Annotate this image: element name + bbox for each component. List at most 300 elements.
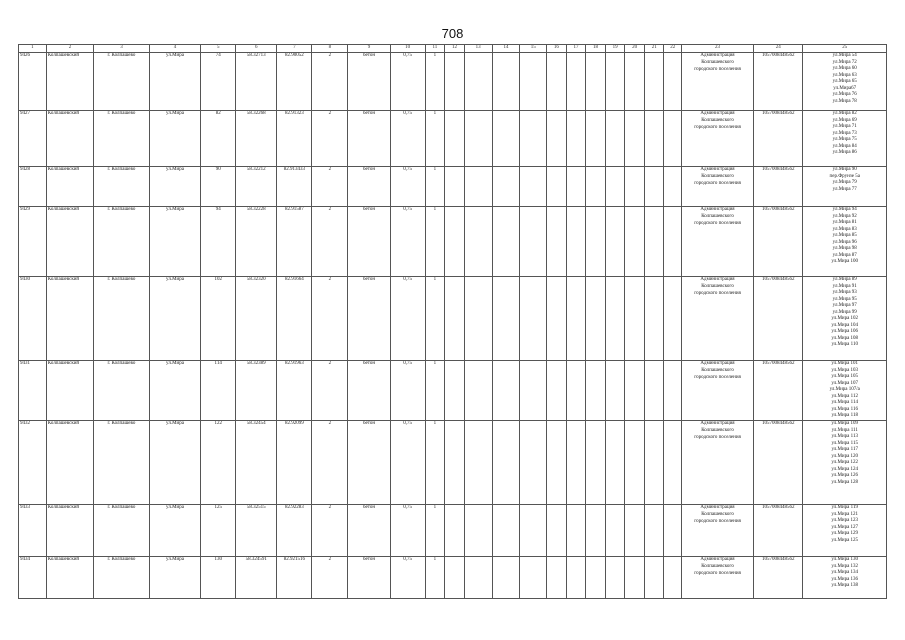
empty-cell xyxy=(644,167,664,207)
column-number: 3 xyxy=(94,45,150,53)
source-address: ул.Мира 93 xyxy=(832,290,857,295)
source-address: ул.Мира 97 xyxy=(832,303,857,308)
empty-cell xyxy=(586,277,606,361)
longitude: 82.91963 xyxy=(277,361,312,421)
empty-cell xyxy=(492,361,520,421)
ogrn: 1057008448562 xyxy=(754,421,803,505)
column-number: 17 xyxy=(566,45,586,53)
longitude: 82.91664 xyxy=(277,277,312,361)
source-address: ул.Мира 132 xyxy=(831,563,859,569)
house-number: 74 xyxy=(201,53,236,111)
empty-cell xyxy=(625,277,645,361)
record-id: 9426 xyxy=(19,53,47,111)
empty-cell xyxy=(464,361,492,421)
owner-name xyxy=(681,557,753,599)
empty-cell xyxy=(492,557,520,599)
district: Колпашевский xyxy=(46,421,93,505)
container-volume: 0,75 xyxy=(390,167,425,207)
empty-cell xyxy=(625,167,645,207)
empty-cell xyxy=(605,361,625,421)
empty-cell xyxy=(664,557,682,599)
column-number: 18 xyxy=(586,45,606,53)
source-address: ул.Мира 105 xyxy=(831,374,859,379)
surface-material: бетон xyxy=(348,167,390,207)
settlement: г. Колпашево xyxy=(94,167,150,207)
longitude: 82.90052 xyxy=(277,53,312,111)
empty-cell xyxy=(605,421,625,505)
source-address: ул.Мира 107/а xyxy=(829,387,860,392)
column-number: 10 xyxy=(390,45,425,53)
surface-count: 2 xyxy=(312,111,348,167)
source-address: ул.Мира 107 xyxy=(831,380,859,386)
empty-cell xyxy=(445,111,465,167)
column-number: 6 xyxy=(236,45,277,53)
empty-cell xyxy=(464,207,492,277)
source-address: ул.Мира 75 xyxy=(832,137,857,142)
source-address: ул.Мира 89 xyxy=(832,277,857,282)
owner-line: городского поселения xyxy=(694,434,741,440)
empty-cell xyxy=(664,277,682,361)
surface-count: 2 xyxy=(312,505,348,557)
source-address: ул.Мира67 xyxy=(833,85,857,91)
waste-sources xyxy=(803,505,887,557)
empty-cell xyxy=(464,167,492,207)
source-address: ул.Мира 127 xyxy=(831,524,859,530)
owner-line: Колпашевского xyxy=(701,563,734,569)
column-number: 12 xyxy=(445,45,465,53)
street: ул.Мира xyxy=(149,421,200,505)
source-address: ул.Мира 69 xyxy=(832,117,857,123)
surface-material: бетон xyxy=(348,53,390,111)
surface-material: бетон xyxy=(348,361,390,421)
longitude: 82.913433 xyxy=(277,167,312,207)
empty-cell xyxy=(566,111,586,167)
column-number: 15 xyxy=(520,45,547,53)
source-address: ул.Мира 65 xyxy=(832,79,857,84)
street: ул.Мира xyxy=(149,111,200,167)
surface-count: 2 xyxy=(312,53,348,111)
source-address: ул.Мира 110 xyxy=(831,342,858,347)
owner-line: городского поселения xyxy=(694,374,741,380)
empty-cell xyxy=(492,505,520,557)
empty-cell xyxy=(492,277,520,361)
record-id: 9433 xyxy=(19,505,47,557)
street: ул.Мира xyxy=(149,361,200,421)
column-number: 24 xyxy=(754,45,803,53)
record-id: 9429 xyxy=(19,207,47,277)
source-address: ул.Мира 129 xyxy=(831,531,859,536)
empty-cell xyxy=(464,111,492,167)
empty-cell xyxy=(445,421,465,505)
waste-sources xyxy=(803,167,887,207)
empty-cell xyxy=(605,111,625,167)
owner-line: городского поселения xyxy=(694,66,741,72)
empty-cell xyxy=(547,167,567,207)
source-address: ул.Мира 120 xyxy=(831,453,859,459)
empty-cell xyxy=(644,53,664,111)
record-id: 9434 xyxy=(19,557,47,599)
container-sites-table xyxy=(18,44,887,599)
empty-cell xyxy=(464,277,492,361)
source-address: ул.Мира 112 xyxy=(831,393,858,399)
record-id: 9430 xyxy=(19,277,47,361)
empty-cell xyxy=(625,207,645,277)
house-number: 82 xyxy=(201,111,236,167)
table-row xyxy=(19,361,887,421)
source-address: ул.Мира 123 xyxy=(831,518,859,523)
district: Колпашевский xyxy=(46,277,93,361)
street: ул.Мира xyxy=(149,505,200,557)
column-number: 1 xyxy=(19,45,47,53)
empty-cell xyxy=(445,277,465,361)
empty-cell xyxy=(566,361,586,421)
owner-name xyxy=(681,207,753,277)
source-address: ул.Мира 86 xyxy=(832,150,857,155)
owner-line: Администрация xyxy=(700,557,735,562)
container-count: 1 xyxy=(425,421,445,505)
column-number: 7 xyxy=(277,45,312,53)
latitude: 58.32713 xyxy=(236,53,277,111)
empty-cell xyxy=(464,421,492,505)
column-number: 2 xyxy=(46,45,93,53)
longitude: 82.91323 xyxy=(277,111,312,167)
source-address: ул.Мира 94 xyxy=(832,207,857,212)
source-address: ул.Мира 54 xyxy=(832,53,857,58)
source-address: ул.Мира 92 xyxy=(832,213,857,219)
owner-line: Колпашевского xyxy=(701,283,734,289)
empty-cell xyxy=(464,53,492,111)
empty-cell xyxy=(445,505,465,557)
empty-cell xyxy=(625,53,645,111)
district: Колпашевский xyxy=(46,111,93,167)
empty-cell xyxy=(566,207,586,277)
surface-count: 2 xyxy=(312,277,348,361)
owner-line: Колпашевского xyxy=(701,427,734,433)
container-volume: 0,75 xyxy=(390,557,425,599)
empty-cell xyxy=(492,421,520,505)
empty-cell xyxy=(492,167,520,207)
owner-line: Администрация xyxy=(700,53,735,58)
empty-cell xyxy=(520,111,547,167)
container-volume: 0,75 xyxy=(390,361,425,421)
owner-line: Администрация xyxy=(700,361,735,366)
container-count: 1 xyxy=(425,277,445,361)
empty-cell xyxy=(664,421,682,505)
column-number: 19 xyxy=(605,45,625,53)
settlement: г. Колпашево xyxy=(94,557,150,599)
container-volume: 0,75 xyxy=(390,53,425,111)
container-volume: 0,75 xyxy=(390,505,425,557)
source-address: ул.Мира 85 xyxy=(832,233,857,238)
source-address: ул.Мира 130 xyxy=(831,557,859,562)
column-number: 13 xyxy=(464,45,492,53)
container-count: 1 xyxy=(425,167,445,207)
owner-line: Администрация xyxy=(700,421,735,426)
source-address: ул.Мира 83 xyxy=(832,226,857,232)
source-address: ул.Мира 100 xyxy=(831,259,859,264)
latitude: 58.32454 xyxy=(236,421,277,505)
container-volume: 0,75 xyxy=(390,421,425,505)
empty-cell xyxy=(520,505,547,557)
record-id: 9427 xyxy=(19,111,47,167)
column-number-row xyxy=(19,45,887,53)
street: ул.Мира xyxy=(149,167,200,207)
source-address: ул.Мира 95 xyxy=(832,296,857,302)
empty-cell xyxy=(644,421,664,505)
record-id: 9431 xyxy=(19,361,47,421)
longitude: 82.91587 xyxy=(277,207,312,277)
source-address: ул.Мира 90 xyxy=(832,167,857,172)
empty-cell xyxy=(605,207,625,277)
empty-cell xyxy=(586,207,606,277)
settlement: г. Колпашево xyxy=(94,207,150,277)
source-address: ул.Мира 115 xyxy=(831,440,858,446)
empty-cell xyxy=(566,53,586,111)
owner-line: Администрация xyxy=(700,167,735,172)
empty-cell xyxy=(547,361,567,421)
source-address: ул.Мира 96 xyxy=(832,239,857,245)
column-number: 8 xyxy=(312,45,348,53)
source-address: ул.Мира 118 xyxy=(831,413,858,418)
house-number: 125 xyxy=(201,505,236,557)
empty-cell xyxy=(644,111,664,167)
waste-sources xyxy=(803,111,887,167)
empty-cell xyxy=(605,53,625,111)
container-volume: 0,75 xyxy=(390,207,425,277)
latitude: 58.32228 xyxy=(236,207,277,277)
house-number: 114 xyxy=(201,361,236,421)
empty-cell xyxy=(644,277,664,361)
source-address: ул.Мира 82 xyxy=(832,111,857,116)
ogrn: 1057008448562 xyxy=(754,207,803,277)
empty-cell xyxy=(586,557,606,599)
source-address: ул.Мира 101 xyxy=(831,361,859,366)
street: ул.Мира xyxy=(149,557,200,599)
settlement: г. Колпашево xyxy=(94,421,150,505)
table-row xyxy=(19,53,887,111)
empty-cell xyxy=(492,111,520,167)
latitude: 58.32320 xyxy=(236,277,277,361)
source-address: ул.Мира 117 xyxy=(831,447,858,452)
owner-name xyxy=(681,505,753,557)
settlement: г. Колпашево xyxy=(94,53,150,111)
empty-cell xyxy=(625,361,645,421)
empty-cell xyxy=(464,505,492,557)
source-address: ул.Мира 119 xyxy=(831,505,858,510)
empty-cell xyxy=(644,505,664,557)
empty-cell xyxy=(464,557,492,599)
empty-cell xyxy=(664,207,682,277)
owner-line: городского поселения xyxy=(694,518,741,524)
column-number: 9 xyxy=(348,45,390,53)
owner-line: Администрация xyxy=(700,505,735,510)
empty-cell xyxy=(664,505,682,557)
ogrn: 1057008448562 xyxy=(754,361,803,421)
column-number: 21 xyxy=(644,45,664,53)
source-address: ул.Мира 87 xyxy=(832,252,857,258)
empty-cell xyxy=(586,111,606,167)
container-count: 1 xyxy=(425,207,445,277)
empty-cell xyxy=(664,53,682,111)
container-count: 1 xyxy=(425,557,445,599)
house-number: 94 xyxy=(201,207,236,277)
source-address: ул.Мира 98 xyxy=(832,246,857,251)
owner-line: городского поселения xyxy=(694,124,741,130)
empty-cell xyxy=(664,361,682,421)
source-address: ул.Мира 106 xyxy=(831,329,859,334)
owner-line: Администрация xyxy=(700,111,735,116)
empty-cell xyxy=(566,167,586,207)
empty-cell xyxy=(625,421,645,505)
empty-cell xyxy=(605,167,625,207)
empty-cell xyxy=(605,505,625,557)
source-address: ул.Мира 138 xyxy=(831,583,859,588)
owner-name xyxy=(681,111,753,167)
house-number: 90 xyxy=(201,167,236,207)
page-number: 708 xyxy=(441,26,464,41)
district: Колпашевский xyxy=(46,505,93,557)
surface-material: бетон xyxy=(348,505,390,557)
surface-material: бетон xyxy=(348,207,390,277)
empty-cell xyxy=(625,111,645,167)
district: Колпашевский xyxy=(46,207,93,277)
source-address: ул.Мира 122 xyxy=(831,460,859,465)
column-number: 20 xyxy=(625,45,645,53)
source-address: ул.Мира 102 xyxy=(831,316,859,321)
latitude: 58.32515 xyxy=(236,505,277,557)
container-count: 1 xyxy=(425,53,445,111)
settlement: г. Колпашево xyxy=(94,505,150,557)
surface-material: бетон xyxy=(348,557,390,599)
empty-cell xyxy=(445,53,465,111)
empty-cell xyxy=(625,557,645,599)
source-address: ул.Мира 99 xyxy=(832,309,857,315)
waste-sources xyxy=(803,557,887,599)
source-address: ул.Мира 79 xyxy=(832,180,857,185)
source-address: ул.Мира 77 xyxy=(832,186,857,192)
empty-cell xyxy=(492,207,520,277)
street: ул.Мира xyxy=(149,207,200,277)
empty-cell xyxy=(586,167,606,207)
empty-cell xyxy=(547,53,567,111)
empty-cell xyxy=(644,361,664,421)
house-number: 122 xyxy=(201,421,236,505)
owner-line: Колпашевского xyxy=(701,59,734,65)
source-address: ул.Мира 134 xyxy=(831,570,859,575)
longitude: 82.92283 xyxy=(277,505,312,557)
container-volume: 0,75 xyxy=(390,111,425,167)
house-number: 102 xyxy=(201,277,236,361)
owner-name xyxy=(681,361,753,421)
owner-name xyxy=(681,167,753,207)
owner-line: Администрация xyxy=(700,207,735,212)
owner-line: Администрация xyxy=(700,277,735,282)
latitude: 58.324591 xyxy=(236,557,277,599)
source-address: ул.Мира 72 xyxy=(832,59,857,65)
empty-cell xyxy=(566,505,586,557)
source-address: ул.Мира 78 xyxy=(832,98,857,104)
settlement: г. Колпашево xyxy=(94,277,150,361)
waste-sources xyxy=(803,421,887,505)
table-row xyxy=(19,277,887,361)
source-address: ул.Мира 60 xyxy=(832,66,857,71)
empty-cell xyxy=(445,361,465,421)
column-number: 16 xyxy=(547,45,567,53)
source-address: ул.Мира 108 xyxy=(831,335,859,341)
empty-cell xyxy=(664,167,682,207)
container-count: 1 xyxy=(425,505,445,557)
empty-cell xyxy=(566,557,586,599)
empty-cell xyxy=(547,557,567,599)
ogrn: 1057008448562 xyxy=(754,557,803,599)
empty-cell xyxy=(520,167,547,207)
waste-sources xyxy=(803,207,887,277)
surface-count: 2 xyxy=(312,557,348,599)
table-row xyxy=(19,207,887,277)
empty-cell xyxy=(445,207,465,277)
empty-cell xyxy=(566,277,586,361)
empty-cell xyxy=(566,421,586,505)
source-address: ул.Мира 125 xyxy=(831,537,859,543)
settlement: г. Колпашево xyxy=(94,361,150,421)
ogrn: 1057008448562 xyxy=(754,277,803,361)
owner-line: Колпашевского xyxy=(701,367,734,373)
owner-name xyxy=(681,53,753,111)
table-row xyxy=(19,111,887,167)
container-volume: 0,75 xyxy=(390,277,425,361)
source-address: ул.Мира 76 xyxy=(832,92,857,97)
surface-count: 2 xyxy=(312,207,348,277)
ogrn: 1057008448562 xyxy=(754,505,803,557)
container-count: 1 xyxy=(425,111,445,167)
source-address: ул.Мира 71 xyxy=(832,124,857,129)
table-row xyxy=(19,167,887,207)
owner-line: городского поселения xyxy=(694,220,741,226)
surface-material: бетон xyxy=(348,111,390,167)
source-address: ул.Мира 128 xyxy=(831,479,859,485)
empty-cell xyxy=(520,277,547,361)
district: Колпашевский xyxy=(46,167,93,207)
source-address: ул.Мира 103 xyxy=(831,367,859,373)
waste-sources xyxy=(803,361,887,421)
empty-cell xyxy=(586,361,606,421)
empty-cell xyxy=(445,167,465,207)
source-address: ул.Мира 114 xyxy=(831,400,858,405)
longitude: 82.92099 xyxy=(277,421,312,505)
source-address: ул.Мира 73 xyxy=(832,130,857,136)
record-id: 9432 xyxy=(19,421,47,505)
district: Колпашевский xyxy=(46,53,93,111)
empty-cell xyxy=(586,421,606,505)
empty-cell xyxy=(586,505,606,557)
table-row xyxy=(19,505,887,557)
ogrn: 1057008448562 xyxy=(754,111,803,167)
empty-cell xyxy=(547,111,567,167)
column-number: 23 xyxy=(681,45,753,53)
surface-count: 2 xyxy=(312,167,348,207)
table-row xyxy=(19,421,887,505)
settlement: г. Колпашево xyxy=(94,111,150,167)
empty-cell xyxy=(586,53,606,111)
column-number: 11 xyxy=(425,45,445,53)
district: Колпашевский xyxy=(46,361,93,421)
empty-cell xyxy=(605,277,625,361)
empty-cell xyxy=(445,557,465,599)
column-number: 14 xyxy=(492,45,520,53)
source-address: ул.Мира 113 xyxy=(831,434,858,439)
container-count: 1 xyxy=(425,361,445,421)
street: ул.Мира xyxy=(149,277,200,361)
